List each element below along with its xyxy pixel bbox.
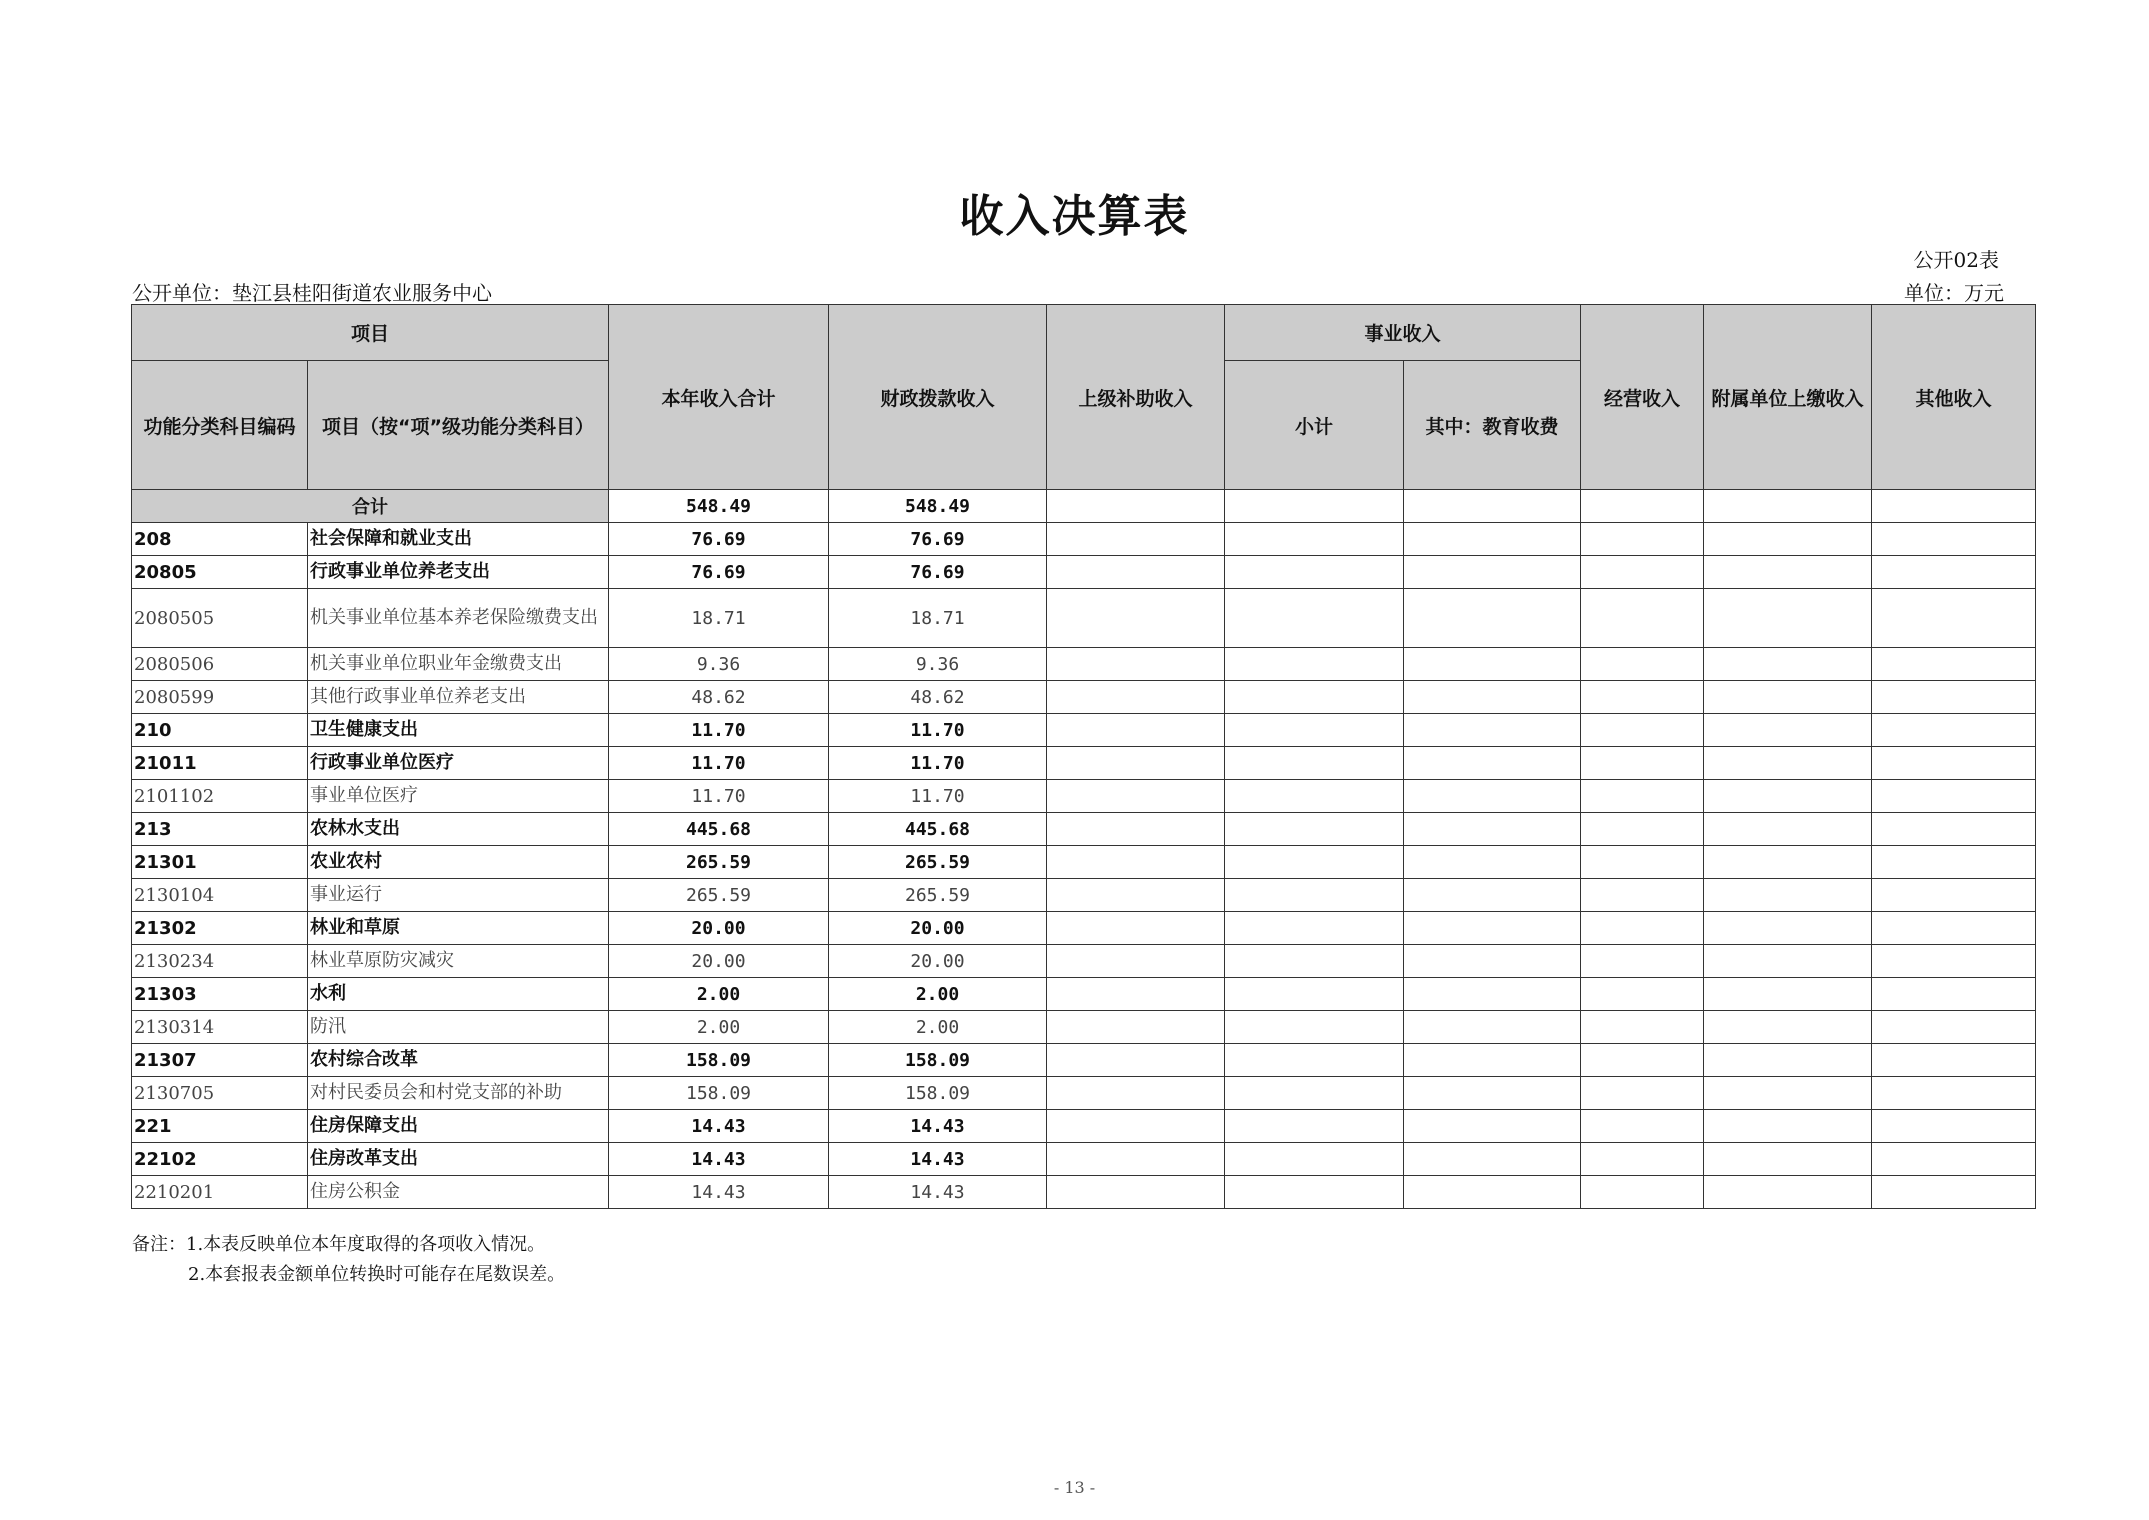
empty-cell <box>1581 1110 1704 1143</box>
empty-cell <box>1404 1077 1581 1110</box>
row-fiscal: 76.69 <box>829 556 1047 589</box>
empty-cell <box>1047 589 1225 648</box>
empty-cell <box>1872 1044 2036 1077</box>
table-row <box>132 1044 2036 1077</box>
row-total-income: 11.70 <box>609 780 829 813</box>
row-name: 林业草原防灾减灾 <box>308 945 609 978</box>
empty-cell <box>1047 556 1225 589</box>
table-row <box>132 846 2036 879</box>
empty-cell <box>1225 1176 1404 1209</box>
empty-cell <box>1704 1110 1872 1143</box>
empty-cell <box>1581 747 1704 780</box>
table-row <box>132 589 2036 648</box>
empty-cell <box>1704 556 1872 589</box>
empty-cell <box>1872 846 2036 879</box>
empty-cell <box>1704 714 1872 747</box>
row-name: 事业运行 <box>308 879 609 912</box>
table-row <box>132 1143 2036 1176</box>
page-number: - 13 - <box>1053 1478 1096 1497</box>
empty-cell <box>1047 978 1225 1011</box>
row-total-income: 14.43 <box>609 1176 829 1209</box>
empty-cell <box>1225 912 1404 945</box>
row-code: 2130234 <box>132 945 308 978</box>
empty-cell <box>1704 1011 1872 1044</box>
row-name: 农林水支出 <box>308 813 609 846</box>
row-code: 21303 <box>132 978 308 1011</box>
empty-cell <box>1872 681 2036 714</box>
row-fiscal: 20.00 <box>829 945 1047 978</box>
row-total-income: 14.43 <box>609 1110 829 1143</box>
row-fiscal: 158.09 <box>829 1077 1047 1110</box>
empty-cell <box>1404 978 1581 1011</box>
row-fiscal: 11.70 <box>829 747 1047 780</box>
table-row <box>132 1176 2036 1209</box>
empty-cell <box>1047 747 1225 780</box>
empty-cell <box>1581 1044 1704 1077</box>
empty-cell <box>1581 1077 1704 1110</box>
empty-cell <box>1047 1143 1225 1176</box>
empty-cell <box>1225 589 1404 648</box>
row-code: 221 <box>132 1110 308 1143</box>
empty-cell <box>1872 1011 2036 1044</box>
table-row <box>132 1077 2036 1110</box>
table-row <box>132 978 2036 1011</box>
header-education: 其中：教育收费 <box>1404 361 1581 490</box>
empty-cell <box>1404 589 1581 648</box>
empty-cell <box>1404 813 1581 846</box>
empty-cell <box>1047 523 1225 556</box>
row-total-income: 11.70 <box>609 747 829 780</box>
empty-cell <box>1225 1044 1404 1077</box>
row-code: 2080599 <box>132 681 308 714</box>
header-other: 其他收入 <box>1872 305 2036 490</box>
row-code: 22102 <box>132 1143 308 1176</box>
row-name: 农村综合改革 <box>308 1044 609 1077</box>
table-row <box>132 556 2036 589</box>
empty-cell <box>1581 879 1704 912</box>
page-title: 收入决算表 <box>959 191 1190 242</box>
empty-cell <box>1047 1110 1225 1143</box>
empty-cell <box>1581 523 1704 556</box>
row-total-income: 2.00 <box>609 978 829 1011</box>
row-fiscal: 158.09 <box>829 1044 1047 1077</box>
row-fiscal: 265.59 <box>829 846 1047 879</box>
empty-cell <box>1404 648 1581 681</box>
empty-cell <box>1704 813 1872 846</box>
row-total-income: 20.00 <box>609 912 829 945</box>
table-row <box>132 945 2036 978</box>
empty-cell <box>1872 978 2036 1011</box>
table-row <box>132 714 2036 747</box>
row-total-income: 11.70 <box>609 714 829 747</box>
empty-cell <box>1581 1143 1704 1176</box>
empty-cell <box>1047 1044 1225 1077</box>
row-code: 21301 <box>132 846 308 879</box>
empty-cell <box>1404 523 1581 556</box>
empty-cell <box>1047 945 1225 978</box>
empty-cell <box>1704 780 1872 813</box>
empty-cell <box>1872 1110 2036 1143</box>
table-row <box>132 648 2036 681</box>
row-code: 210 <box>132 714 308 747</box>
empty-cell <box>1704 1176 1872 1209</box>
header-func-code: 功能分类科目编码 <box>132 361 308 490</box>
table-row <box>132 1011 2036 1044</box>
reporting-unit: 公开单位：垫江县桂阳街道农业服务中心 <box>132 281 492 305</box>
row-name: 住房改革支出 <box>308 1143 609 1176</box>
row-fiscal: 20.00 <box>829 912 1047 945</box>
row-code: 2130314 <box>132 1011 308 1044</box>
empty-cell <box>1704 589 1872 648</box>
header-superior: 上级补助收入 <box>1047 305 1225 490</box>
total-fiscal-value: 548.49 <box>829 490 1047 523</box>
empty-cell <box>1704 1077 1872 1110</box>
row-fiscal: 48.62 <box>829 681 1047 714</box>
empty-cell <box>1404 879 1581 912</box>
table-row <box>132 813 2036 846</box>
row-name: 卫生健康支出 <box>308 714 609 747</box>
empty-cell <box>1404 681 1581 714</box>
empty-cell <box>1225 1077 1404 1110</box>
empty-cell <box>1047 1077 1225 1110</box>
empty-cell <box>1225 714 1404 747</box>
empty-cell <box>1704 978 1872 1011</box>
empty-cell <box>1704 1143 1872 1176</box>
row-code: 21011 <box>132 747 308 780</box>
empty-cell <box>1581 714 1704 747</box>
empty-cell <box>1404 1176 1581 1209</box>
row-code: 208 <box>132 523 308 556</box>
empty-cell <box>1581 556 1704 589</box>
empty-cell <box>1225 747 1404 780</box>
row-fiscal: 2.00 <box>829 978 1047 1011</box>
empty-cell <box>1872 945 2036 978</box>
table-row <box>132 523 2036 556</box>
row-code: 20805 <box>132 556 308 589</box>
empty-cell <box>1404 1044 1581 1077</box>
empty-cell <box>1047 1011 1225 1044</box>
empty-cell <box>1704 879 1872 912</box>
empty-cell <box>1704 523 1872 556</box>
row-name: 林业和草原 <box>308 912 609 945</box>
form-number: 公开02表 <box>1913 248 1999 272</box>
row-total-income: 158.09 <box>609 1077 829 1110</box>
header-affiliated: 附属单位上缴收入 <box>1704 305 1872 490</box>
empty-cell <box>1581 813 1704 846</box>
empty-cell <box>1404 945 1581 978</box>
empty-cell <box>1581 978 1704 1011</box>
row-name: 农业农村 <box>308 846 609 879</box>
header-operating: 经营收入 <box>1581 305 1704 490</box>
empty-cell <box>1047 846 1225 879</box>
empty-cell <box>1225 648 1404 681</box>
row-name: 机关事业单位基本养老保险缴费支出 <box>308 589 609 648</box>
row-code: 2130705 <box>132 1077 308 1110</box>
note-line-2: 2.本套报表金额单位转换时可能存在尾数误差。 <box>188 1264 566 1285</box>
row-total-income: 265.59 <box>609 846 829 879</box>
note-line-1: 备注：1.本表反映单位本年度取得的各项收入情况。 <box>132 1234 546 1255</box>
empty-cell <box>1225 879 1404 912</box>
empty-cell <box>1047 780 1225 813</box>
row-fiscal: 18.71 <box>829 589 1047 648</box>
empty-cell <box>1872 589 2036 648</box>
empty-cell <box>1047 813 1225 846</box>
row-name: 社会保障和就业支出 <box>308 523 609 556</box>
row-code: 2080506 <box>132 648 308 681</box>
empty-cell <box>1872 523 2036 556</box>
empty-cell <box>1404 1011 1581 1044</box>
row-name: 住房公积金 <box>308 1176 609 1209</box>
empty-cell <box>1225 523 1404 556</box>
row-code: 21307 <box>132 1044 308 1077</box>
empty-cell <box>1404 912 1581 945</box>
row-total-income: 158.09 <box>609 1044 829 1077</box>
row-name: 水利 <box>308 978 609 1011</box>
row-fiscal: 11.70 <box>829 714 1047 747</box>
row-fiscal: 2.00 <box>829 1011 1047 1044</box>
row-code: 2101102 <box>132 780 308 813</box>
table-row <box>132 1110 2036 1143</box>
total-income-value: 548.49 <box>609 490 829 523</box>
empty-cell <box>1581 846 1704 879</box>
empty-cell <box>1872 648 2036 681</box>
empty-cell <box>1225 813 1404 846</box>
row-code: 213 <box>132 813 308 846</box>
table-row <box>132 879 2036 912</box>
row-name: 住房保障支出 <box>308 1110 609 1143</box>
empty-cell <box>1581 648 1704 681</box>
empty-cell <box>1581 589 1704 648</box>
empty-cell <box>1872 1143 2036 1176</box>
empty-cell <box>1872 780 2036 813</box>
row-fiscal: 14.43 <box>829 1110 1047 1143</box>
header-func-name: 项目（按“项”级功能分类科目） <box>308 361 609 490</box>
empty-cell <box>1581 912 1704 945</box>
empty-cell <box>1404 1143 1581 1176</box>
empty-cell <box>1704 648 1872 681</box>
empty-cell <box>1872 714 2036 747</box>
empty-cell <box>1047 648 1225 681</box>
row-fiscal: 76.69 <box>829 523 1047 556</box>
row-fiscal: 9.36 <box>829 648 1047 681</box>
empty-cell <box>1581 945 1704 978</box>
row-fiscal: 14.43 <box>829 1143 1047 1176</box>
empty-cell <box>1704 1044 1872 1077</box>
empty-cell <box>1404 747 1581 780</box>
row-total-income: 14.43 <box>609 1143 829 1176</box>
empty-cell <box>1225 1143 1404 1176</box>
row-name: 事业单位医疗 <box>308 780 609 813</box>
table-row <box>132 912 2036 945</box>
empty-cell <box>1704 747 1872 780</box>
income-table <box>131 304 2036 1209</box>
row-fiscal: 11.70 <box>829 780 1047 813</box>
empty-cell <box>1047 1176 1225 1209</box>
row-total-income: 48.62 <box>609 681 829 714</box>
empty-cell <box>1704 912 1872 945</box>
row-code: 2210201 <box>132 1176 308 1209</box>
empty-cell <box>1704 846 1872 879</box>
header-fiscal: 财政拨款收入 <box>829 305 1047 490</box>
table-row <box>132 747 2036 780</box>
row-fiscal: 265.59 <box>829 879 1047 912</box>
notes <box>132 1230 565 1290</box>
row-total-income: 76.69 <box>609 523 829 556</box>
empty-cell <box>1225 846 1404 879</box>
row-name: 对村民委员会和村党支部的补助 <box>308 1077 609 1110</box>
empty-cell <box>1581 780 1704 813</box>
row-name: 机关事业单位职业年金缴费支出 <box>308 648 609 681</box>
table-row <box>132 681 2036 714</box>
header-business: 事业收入 <box>1225 305 1581 361</box>
empty-cell <box>1872 1077 2036 1110</box>
table-row <box>132 780 2036 813</box>
total-label: 合计 <box>132 490 609 523</box>
empty-cell <box>1047 879 1225 912</box>
row-fiscal: 14.43 <box>829 1176 1047 1209</box>
row-total-income: 9.36 <box>609 648 829 681</box>
empty-cell <box>1581 1011 1704 1044</box>
empty-cell <box>1404 714 1581 747</box>
row-total-income: 20.00 <box>609 945 829 978</box>
empty-cell <box>1047 714 1225 747</box>
empty-cell <box>1872 813 2036 846</box>
row-total-income: 76.69 <box>609 556 829 589</box>
empty-cell <box>1704 681 1872 714</box>
empty-cell <box>1581 681 1704 714</box>
empty-cell <box>1225 780 1404 813</box>
empty-cell <box>1047 681 1225 714</box>
row-fiscal: 445.68 <box>829 813 1047 846</box>
row-name: 防汛 <box>308 1011 609 1044</box>
empty-cell <box>1225 681 1404 714</box>
empty-cell <box>1225 1110 1404 1143</box>
empty-cell <box>1225 1011 1404 1044</box>
row-name: 其他行政事业单位养老支出 <box>308 681 609 714</box>
row-code: 21302 <box>132 912 308 945</box>
row-total-income: 445.68 <box>609 813 829 846</box>
empty-cell <box>1404 556 1581 589</box>
empty-cell <box>1872 747 2036 780</box>
empty-cell <box>1872 556 2036 589</box>
row-total-income: 2.00 <box>609 1011 829 1044</box>
empty-cell <box>1225 945 1404 978</box>
empty-cell <box>1872 879 2036 912</box>
row-total-income: 265.59 <box>609 879 829 912</box>
empty-cell <box>1225 556 1404 589</box>
currency-unit: 单位：万元 <box>1904 281 2004 305</box>
header-total-income: 本年收入合计 <box>609 305 829 490</box>
row-name: 行政事业单位养老支出 <box>308 556 609 589</box>
empty-cell <box>1404 1110 1581 1143</box>
row-code: 2080505 <box>132 589 308 648</box>
empty-cell <box>1872 912 2036 945</box>
header-project: 项目 <box>132 305 609 361</box>
row-code: 2130104 <box>132 879 308 912</box>
empty-cell <box>1704 945 1872 978</box>
empty-cell <box>1225 978 1404 1011</box>
empty-cell <box>1872 1176 2036 1209</box>
row-total-income: 18.71 <box>609 589 829 648</box>
empty-cell <box>1404 846 1581 879</box>
empty-cell <box>1581 1176 1704 1209</box>
row-name: 行政事业单位医疗 <box>308 747 609 780</box>
empty-cell <box>1404 780 1581 813</box>
empty-cell <box>1047 912 1225 945</box>
header-subtotal: 小计 <box>1225 361 1404 490</box>
total-row <box>132 490 2036 523</box>
